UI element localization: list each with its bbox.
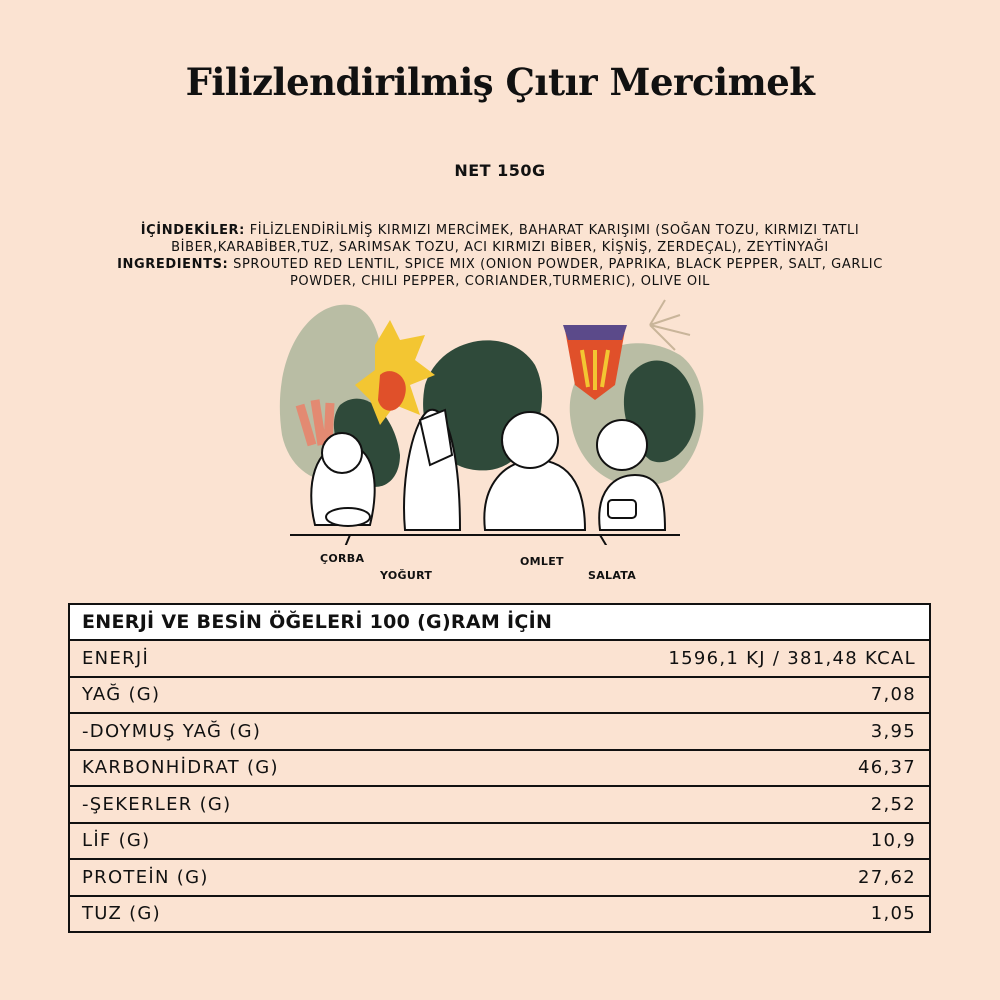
nutrition-row-protein <box>70 860 929 897</box>
ingredients-en-label: INGREDIENTS: <box>117 257 229 272</box>
row-label: KARBONHİDRAT (G) <box>82 757 279 779</box>
nutrition-row-salt <box>70 897 929 932</box>
bowl-soup <box>326 508 370 526</box>
row-value: 2,52 <box>870 793 916 815</box>
row-label: YAĞ (G) <box>82 684 161 706</box>
row-label: -ŞEKERLER (G) <box>82 793 232 815</box>
ingredients-en-text: SPROUTED RED LENTIL, SPICE MIX (ONION POWDER, PAPRIKA, BLACK PEPPER, SALT, GARLIC POWDER, CHILI PEPPER, CORIANDER,TURMERIC), OLIVE OIL <box>233 257 883 289</box>
ingredients-block <box>92 222 908 290</box>
ingredients-tr-label: İÇİNDEKİLER: <box>140 223 245 238</box>
purple-cap <box>563 325 627 340</box>
nutrition-header: ENERJİ VE BESİN ÖĞELERİ 100 (G)RAM İÇİN <box>70 605 929 641</box>
serving-illustration <box>270 295 740 595</box>
nutrition-row-fat <box>70 678 929 715</box>
row-label: LİF (G) <box>82 830 151 852</box>
nutrition-row-fiber <box>70 824 929 861</box>
dandelion <box>650 300 690 350</box>
person-omlet <box>484 460 585 530</box>
net-weight: NET 150G <box>454 161 546 180</box>
row-value: 7,08 <box>870 684 916 706</box>
nutrition-row-carbohydrate <box>70 751 929 788</box>
bowl-salata <box>608 500 636 518</box>
nutrition-row-energy <box>70 641 929 678</box>
illustration-artwork <box>270 295 740 545</box>
pointer-corba <box>345 535 350 545</box>
head-salata <box>597 420 647 470</box>
head-soup <box>322 433 362 473</box>
row-value: 46,37 <box>857 757 916 779</box>
product-title: Filizlendirilmiş Çıtır Mercimek <box>185 60 815 104</box>
row-label: PROTEİN (G) <box>82 866 209 888</box>
nutrition-table <box>68 603 931 933</box>
row-value: 3,95 <box>870 720 916 742</box>
nutrition-row-saturated-fat <box>70 714 929 751</box>
row-label: -DOYMUŞ YAĞ (G) <box>82 720 262 742</box>
ingredients-tr-text: FİLİZLENDİRİLMİŞ KIRMIZI MERCİMEK, BAHARAT KARIŞIMI (SOĞAN TOZU, KIRMIZI TATLI BİBER,KARABİBER,TUZ, SARIMSAK TOZU, ACI KIRMIZI BİBER, KİŞNİŞ, ZERDEÇAL), ZEYTİNYAĞI <box>171 223 860 255</box>
row-value: 1596,1 KJ / 381,48 KCAL <box>668 647 916 669</box>
row-value: 27,62 <box>857 866 916 888</box>
row-value: 1,05 <box>870 903 916 925</box>
label-yogurt: YOĞURT <box>380 569 433 582</box>
row-label: ENERJİ <box>82 647 150 669</box>
label-corba: ÇORBA <box>320 552 365 565</box>
nutrition-row-sugars <box>70 787 929 824</box>
row-value: 10,9 <box>870 830 916 852</box>
pointer-salata <box>600 535 615 545</box>
row-label: TUZ (G) <box>82 903 161 925</box>
label-omlet: OMLET <box>520 555 564 568</box>
label-salata: SALATA <box>588 569 637 582</box>
head-omlet <box>502 412 558 468</box>
